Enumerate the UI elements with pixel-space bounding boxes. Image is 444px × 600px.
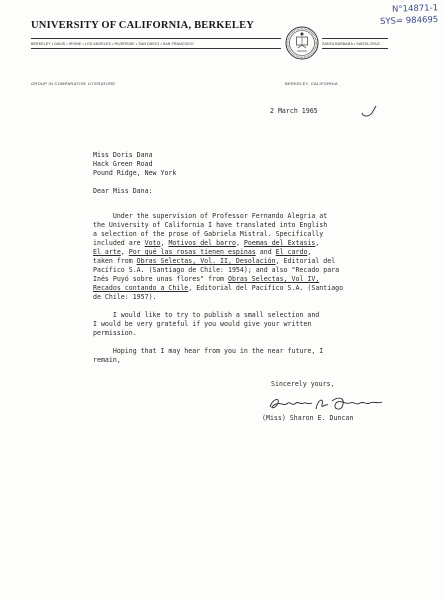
- closing: Sincerely yours,: [271, 380, 335, 388]
- body-line: permission.: [93, 329, 137, 337]
- department-city: BERKELEY, CALIFORNIA: [285, 81, 338, 86]
- letter-date: 2 March 1965: [270, 107, 318, 115]
- punct: ,: [160, 239, 169, 247]
- recipient-line: Hack Green Road: [93, 160, 153, 168]
- university-seal-icon: [285, 26, 319, 60]
- punct: ,: [120, 248, 129, 256]
- work-title: Obras Selectas, Vol. II, Desolación: [136, 257, 276, 265]
- body-line: I would like to try to publish a small selection and: [93, 311, 320, 319]
- work-title: Poemas del Extasis: [243, 239, 316, 247]
- recipient-line: Miss Doris Dana: [93, 151, 153, 159]
- body-line: Hoping that I may hear from you in the near future, I: [93, 347, 324, 355]
- body-line: I would be very grateful if you would give your written: [93, 320, 312, 328]
- punct: and: [255, 248, 276, 256]
- body-line: , Editorial del: [275, 257, 336, 265]
- typed-name: (Miss) Sharon E. Duncan: [262, 414, 354, 422]
- archive-number: N°14871-1: [391, 3, 439, 15]
- department-name: GROUP IN COMPARATIVE LITERATURE: [31, 81, 116, 86]
- body-line: Under the supervision of Professor Fernando Alegria at: [93, 212, 328, 220]
- recipient-line: Pound Ridge, New York: [93, 169, 177, 177]
- body-line: Pacífico S.A. (Santiago de Chile: 1954); and also "Recado para: [93, 266, 340, 274]
- pencil-mark-icon: [360, 104, 378, 118]
- campus-list-left: BERKELEY • DAVIS • IRVINE • LOS ANGELES • RIVERSIDE • SAN DIEGO • SAN FRANCISCO: [31, 41, 194, 46]
- work-title: Recados contando a Chile: [93, 284, 189, 292]
- handwritten-signature: [266, 393, 386, 415]
- letter-body: [93, 212, 343, 365]
- body-line: the University of California I have translated into English: [93, 221, 328, 229]
- body-line: de Chile: 1957).: [93, 293, 157, 301]
- work-title: Por qué las rosas tienen espinas: [128, 248, 256, 256]
- campus-list-right: SANTA BARBARA • SANTA CRUZ: [322, 41, 380, 46]
- body-line: taken from: [93, 257, 137, 265]
- letterhead-title: UNIVERSITY OF CALIFORNIA, BERKELEY: [31, 20, 255, 31]
- punct: ,: [307, 248, 312, 256]
- punct: ,: [315, 239, 320, 247]
- campus-bar-left: [31, 38, 281, 49]
- body-line: remain,: [93, 356, 121, 364]
- body-line: included are: [93, 239, 145, 247]
- work-title: Voto: [144, 239, 161, 247]
- work-title: Obras Selectas, Vol IV,: [227, 275, 320, 283]
- archive-system-number: SYS= 984695: [379, 14, 439, 28]
- work-title: El cardo: [275, 248, 308, 256]
- body-line: a selection of the prose of Gabriela Mistral. Specifically: [93, 230, 324, 238]
- work-title: Motivos del barro: [168, 239, 236, 247]
- work-title: El arte: [93, 248, 121, 256]
- body-line: , Editorial del Pacífico S.A. (Santiago: [188, 284, 344, 292]
- campus-bar-right: [322, 38, 388, 49]
- punct: ,: [235, 239, 244, 247]
- salutation: Dear Miss Dana:: [93, 187, 153, 195]
- recipient-address: [93, 151, 176, 178]
- body-line: Inés Puyó sobre unas flores" from: [93, 275, 228, 283]
